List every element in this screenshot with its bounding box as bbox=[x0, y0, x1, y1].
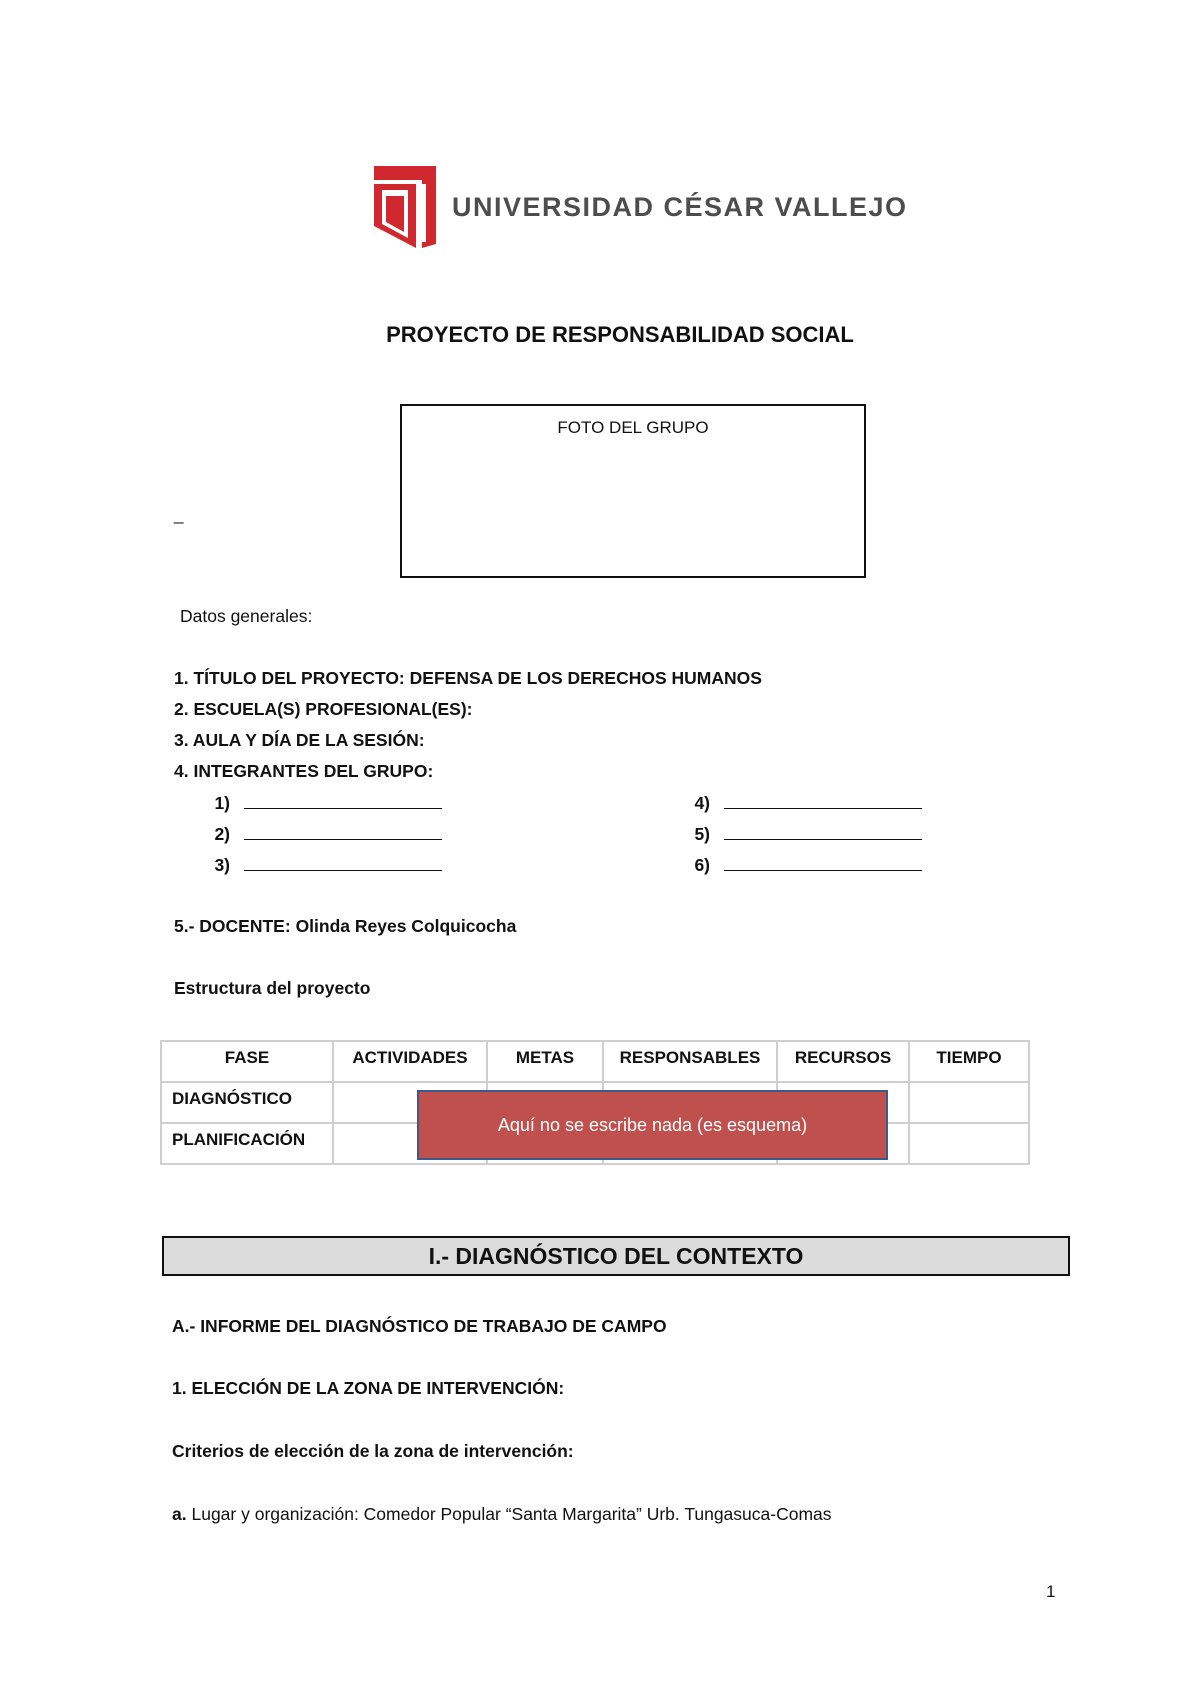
criteria-heading: Criterios de elección de la zona de intervención: bbox=[172, 1441, 574, 1461]
page-title: PROYECTO DE RESPONSABILIDAD SOCIAL bbox=[386, 322, 854, 347]
column-header: ACTIVIDADES bbox=[333, 1041, 487, 1082]
member-row bbox=[676, 792, 922, 814]
ucv-shield-icon bbox=[372, 166, 442, 248]
school-line: 2. ESCUELA(S) PROFESIONAL(ES): bbox=[174, 699, 473, 719]
criteria-point-a bbox=[172, 1504, 832, 1525]
column-header: TIEMPO bbox=[909, 1041, 1029, 1082]
section-heading: I.- DIAGNÓSTICO DEL CONTEXTO bbox=[162, 1236, 1070, 1276]
member-number: 4) bbox=[694, 793, 710, 813]
phase-cell: DIAGNÓSTICO bbox=[161, 1082, 333, 1123]
general-data-heading: Datos generales: bbox=[180, 606, 313, 626]
teacher-name: Olinda Reyes Colquicocha bbox=[295, 916, 517, 936]
point-prefix: a. bbox=[172, 1504, 187, 1524]
column-header: RECURSOS bbox=[777, 1041, 909, 1082]
members-heading: 4. INTEGRANTES DEL GRUPO: bbox=[174, 761, 434, 781]
phase-cell: PLANIFICACIÓN bbox=[161, 1123, 333, 1164]
table-cell[interactable] bbox=[909, 1082, 1029, 1123]
member-blank-line[interactable] bbox=[724, 792, 922, 809]
photo-box-label: FOTO DEL GRUPO bbox=[557, 418, 709, 437]
group-photo-box bbox=[400, 404, 866, 578]
member-row bbox=[676, 854, 922, 876]
member-number: 6) bbox=[694, 855, 710, 875]
schema-note-text: Aquí no se escribe nada (es esquema) bbox=[497, 1114, 808, 1135]
project-title-value: DEFENSA DE LOS DERECHOS HUMANOS bbox=[409, 668, 762, 688]
logo-text: UNIVERSIDAD CÉSAR VALLEJO bbox=[452, 192, 908, 222]
column-header: METAS bbox=[487, 1041, 603, 1082]
member-blank-line[interactable] bbox=[724, 854, 922, 871]
member-number: 5) bbox=[694, 824, 710, 844]
column-header: RESPONSABLES bbox=[603, 1041, 777, 1082]
stray-underscore: _ bbox=[174, 505, 184, 524]
schema-note-box bbox=[417, 1090, 888, 1160]
member-number: 1) bbox=[214, 793, 230, 813]
project-title-line bbox=[174, 668, 762, 689]
member-blank-line[interactable] bbox=[244, 792, 442, 809]
project-title-label: 1. TÍTULO DEL PROYECTO: bbox=[174, 668, 405, 688]
member-blank-line[interactable] bbox=[724, 823, 922, 840]
member-blank-line[interactable] bbox=[244, 854, 442, 871]
teacher-label: 5.- DOCENTE: bbox=[174, 916, 291, 936]
subsection-1: 1. ELECCIÓN DE LA ZONA DE INTERVENCIÓN: bbox=[172, 1378, 565, 1398]
member-row bbox=[676, 823, 922, 845]
member-row bbox=[196, 792, 442, 814]
member-blank-line[interactable] bbox=[244, 823, 442, 840]
table-cell[interactable] bbox=[909, 1123, 1029, 1164]
structure-heading: Estructura del proyecto bbox=[174, 978, 371, 998]
member-number: 2) bbox=[214, 824, 230, 844]
member-row bbox=[196, 823, 442, 845]
classroom-line: 3. AULA Y DÍA DE LA SESIÓN: bbox=[174, 730, 425, 750]
point-text: Lugar y organización: Comedor Popular “Santa Margarita” Urb. Tungasuca-Comas bbox=[191, 1504, 832, 1524]
subsection-a: A.- INFORME DEL DIAGNÓSTICO DE TRABAJO DE CAMPO bbox=[172, 1316, 667, 1336]
page-number: 1 bbox=[1046, 1582, 1056, 1601]
member-row bbox=[196, 854, 442, 876]
university-logo bbox=[372, 166, 908, 248]
teacher-line bbox=[174, 916, 516, 937]
column-header: FASE bbox=[161, 1041, 333, 1082]
table-header-row bbox=[161, 1041, 1029, 1082]
member-number: 3) bbox=[214, 855, 230, 875]
